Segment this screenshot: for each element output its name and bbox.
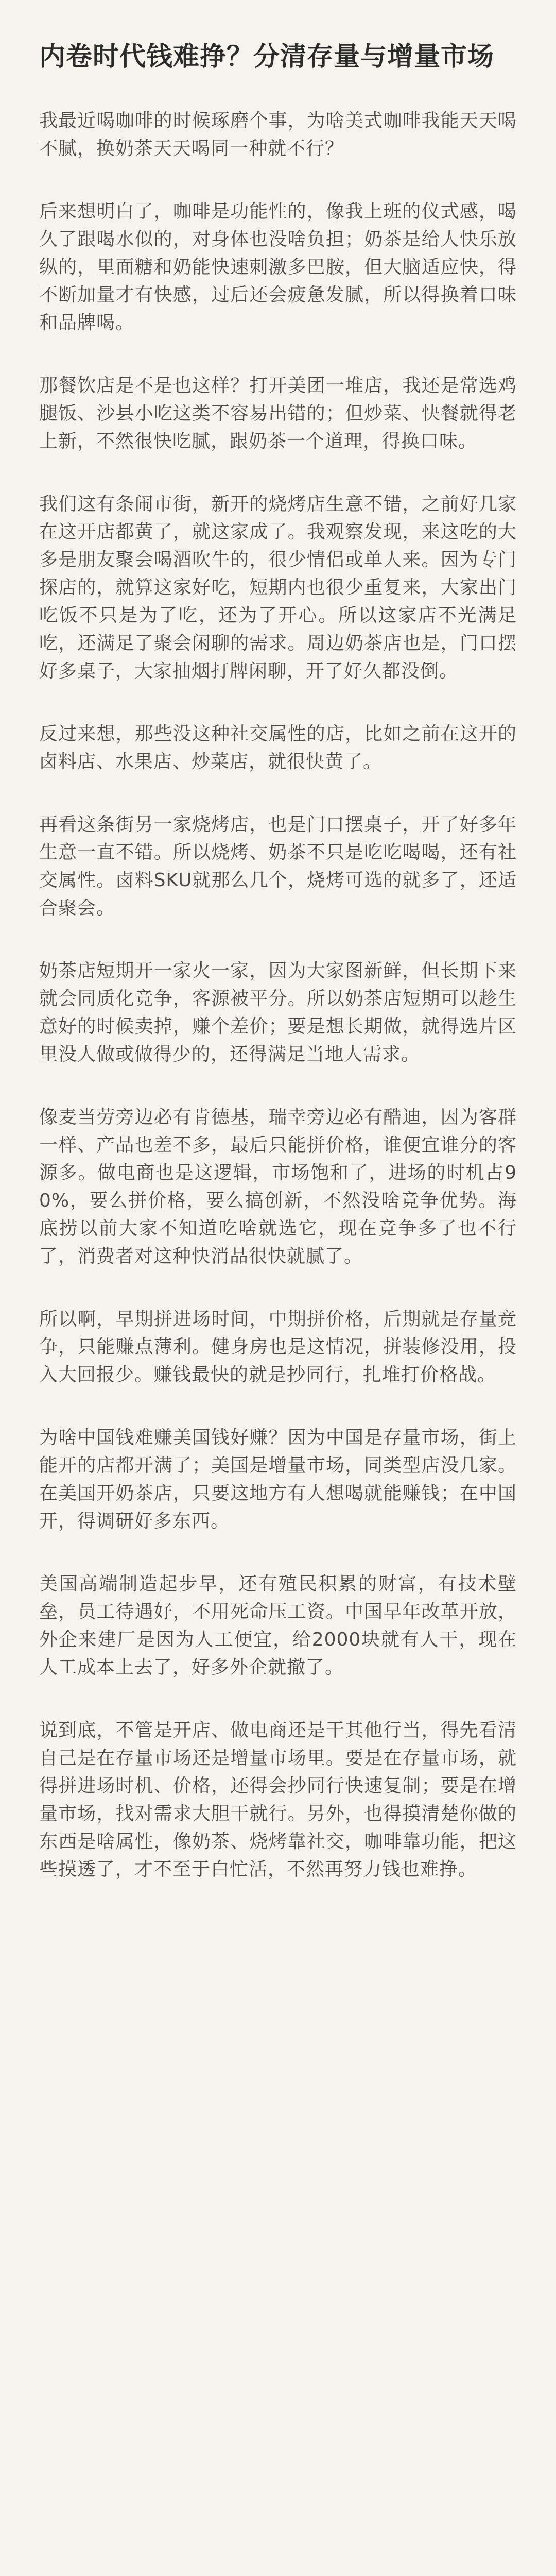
paragraph-11: 美国高端制造起步早，还有殖民积累的财富，有技术壁垒，员工待遇好，不用死命压工资。中国早年改革开放，外企来建厂是因为人工便宜，给2000块就有人干，现在人工成本上去了，好多外企就撤了。 [39, 1573, 517, 1678]
paragraph-9: 所以啊，早期拼进场时间，中期拼价格，后期就是存量竞争，只能赚点薄利。健身房也是这情况，拼装修没用，投入大回报少。赚钱最快的就是抄同行，扎堆打价格战。 [39, 1309, 517, 1385]
paragraph-7: 奶茶店短期开一家火一家，因为大家图新鲜，但长期下来就会同质化竞争，客源被平分。所以奶茶店短期可以趁生意好的时候卖掉，赚个差价；要是想长期做，就得选片区里没人做或做得少的，还得满足当地人需求。 [39, 960, 517, 1065]
paragraph-8: 像麦当劳旁边必有肯德基，瑞幸旁边必有酷迪，因为客群一样、产品也差不多，最后只能拼价格，谁便宜谁分的客源多。做电商也是这逻辑，市场饱和了，进场的时机占90%，要么拼价格，要么搞创新，不然没啥竞争优势。海底捞以前大家不知道吃啥就选它，现在竞争多了也不行了，消费者对这种快消品很快就腻了。 [39, 1107, 517, 1267]
paragraph-4: 我们这有条闹市街，新开的烧烤店生意不错，之前好几家在这开店都黄了，就这家成了。我观察发现，来这吃的大多是朋友聚会喝酒吹牛的，很少情侣或单人来。因为专门探店的，就算这家好吃，短期内也很少重复来，大家出门吃饭不只是为了吃，还为了开心。所以这家店不光满足吃，还满足了聚会闲聊的需求。周边奶茶店也是，门口摆好多桌子，大家抽烟打牌闲聊，开了好久都没倒。 [39, 494, 517, 682]
paragraph-5: 反过来想，那些没这种社交属性的店，比如之前在这开的卤料店、水果店、炒菜店，就很快黄了。 [39, 723, 517, 772]
paragraph-2: 后来想明白了，咖啡是功能性的，像我上班的仪式感，喝久了跟喝水似的，对身体也没啥负担；奶茶是给人快乐放纵的，里面糖和奶能快速刺激多巴胺，但大脑适应快，得不断加量才有快感，过后还会疲惫发腻，所以得换着口味和品牌喝。 [39, 201, 517, 333]
paragraph-6: 再看这条街另一家烧烤店，也是门口摆桌子，开了好多年生意一直不错。所以烧烤、奶茶不只是吃吃喝喝，还有社交属性。卤料SKU就那么几个，烧烤可选的就多了，还适合聚会。 [39, 814, 517, 919]
article-title: 内卷时代钱难挣？分清存量与增量市场 [39, 42, 495, 72]
paragraph-3: 那餐饮店是不是也这样？打开美团一堆店，我还是常选鸡腿饭、沙县小吃这类不容易出错的；但炒菜、快餐就得老上新，不然很快吃腻，跟奶茶一个道理，得换口味。 [39, 375, 517, 452]
paragraph-12: 说到底，不管是开店、做电商还是干其他行当，得先看清自己是在存量市场还是增量市场里。要是在存量市场，就得拼进场时机、价格，还得会抄同行快速复制；要是在增量市场，找对需求大胆干就行。另外，也得摸清楚你做的东西是啥属性，像奶茶、烧烤靠社交，咖啡靠功能，把这些摸透了，才不至于白忙活，不然再努力钱也难挣。 [39, 1720, 517, 1880]
paragraph-10: 为啥中国钱难赚美国钱好赚？因为中国是存量市场，街上能开的店都开满了；美国是增量市场，同类型店没几家。在美国开奶茶店，只要这地方有人想喝就能赚钱；在中国开，得调研好多东西。 [39, 1427, 517, 1532]
paragraph-1: 我最近喝咖啡的时候琢磨个事，为啥美式咖啡我能天天喝不腻，换奶茶天天喝同一种就不行？ [39, 110, 517, 159]
